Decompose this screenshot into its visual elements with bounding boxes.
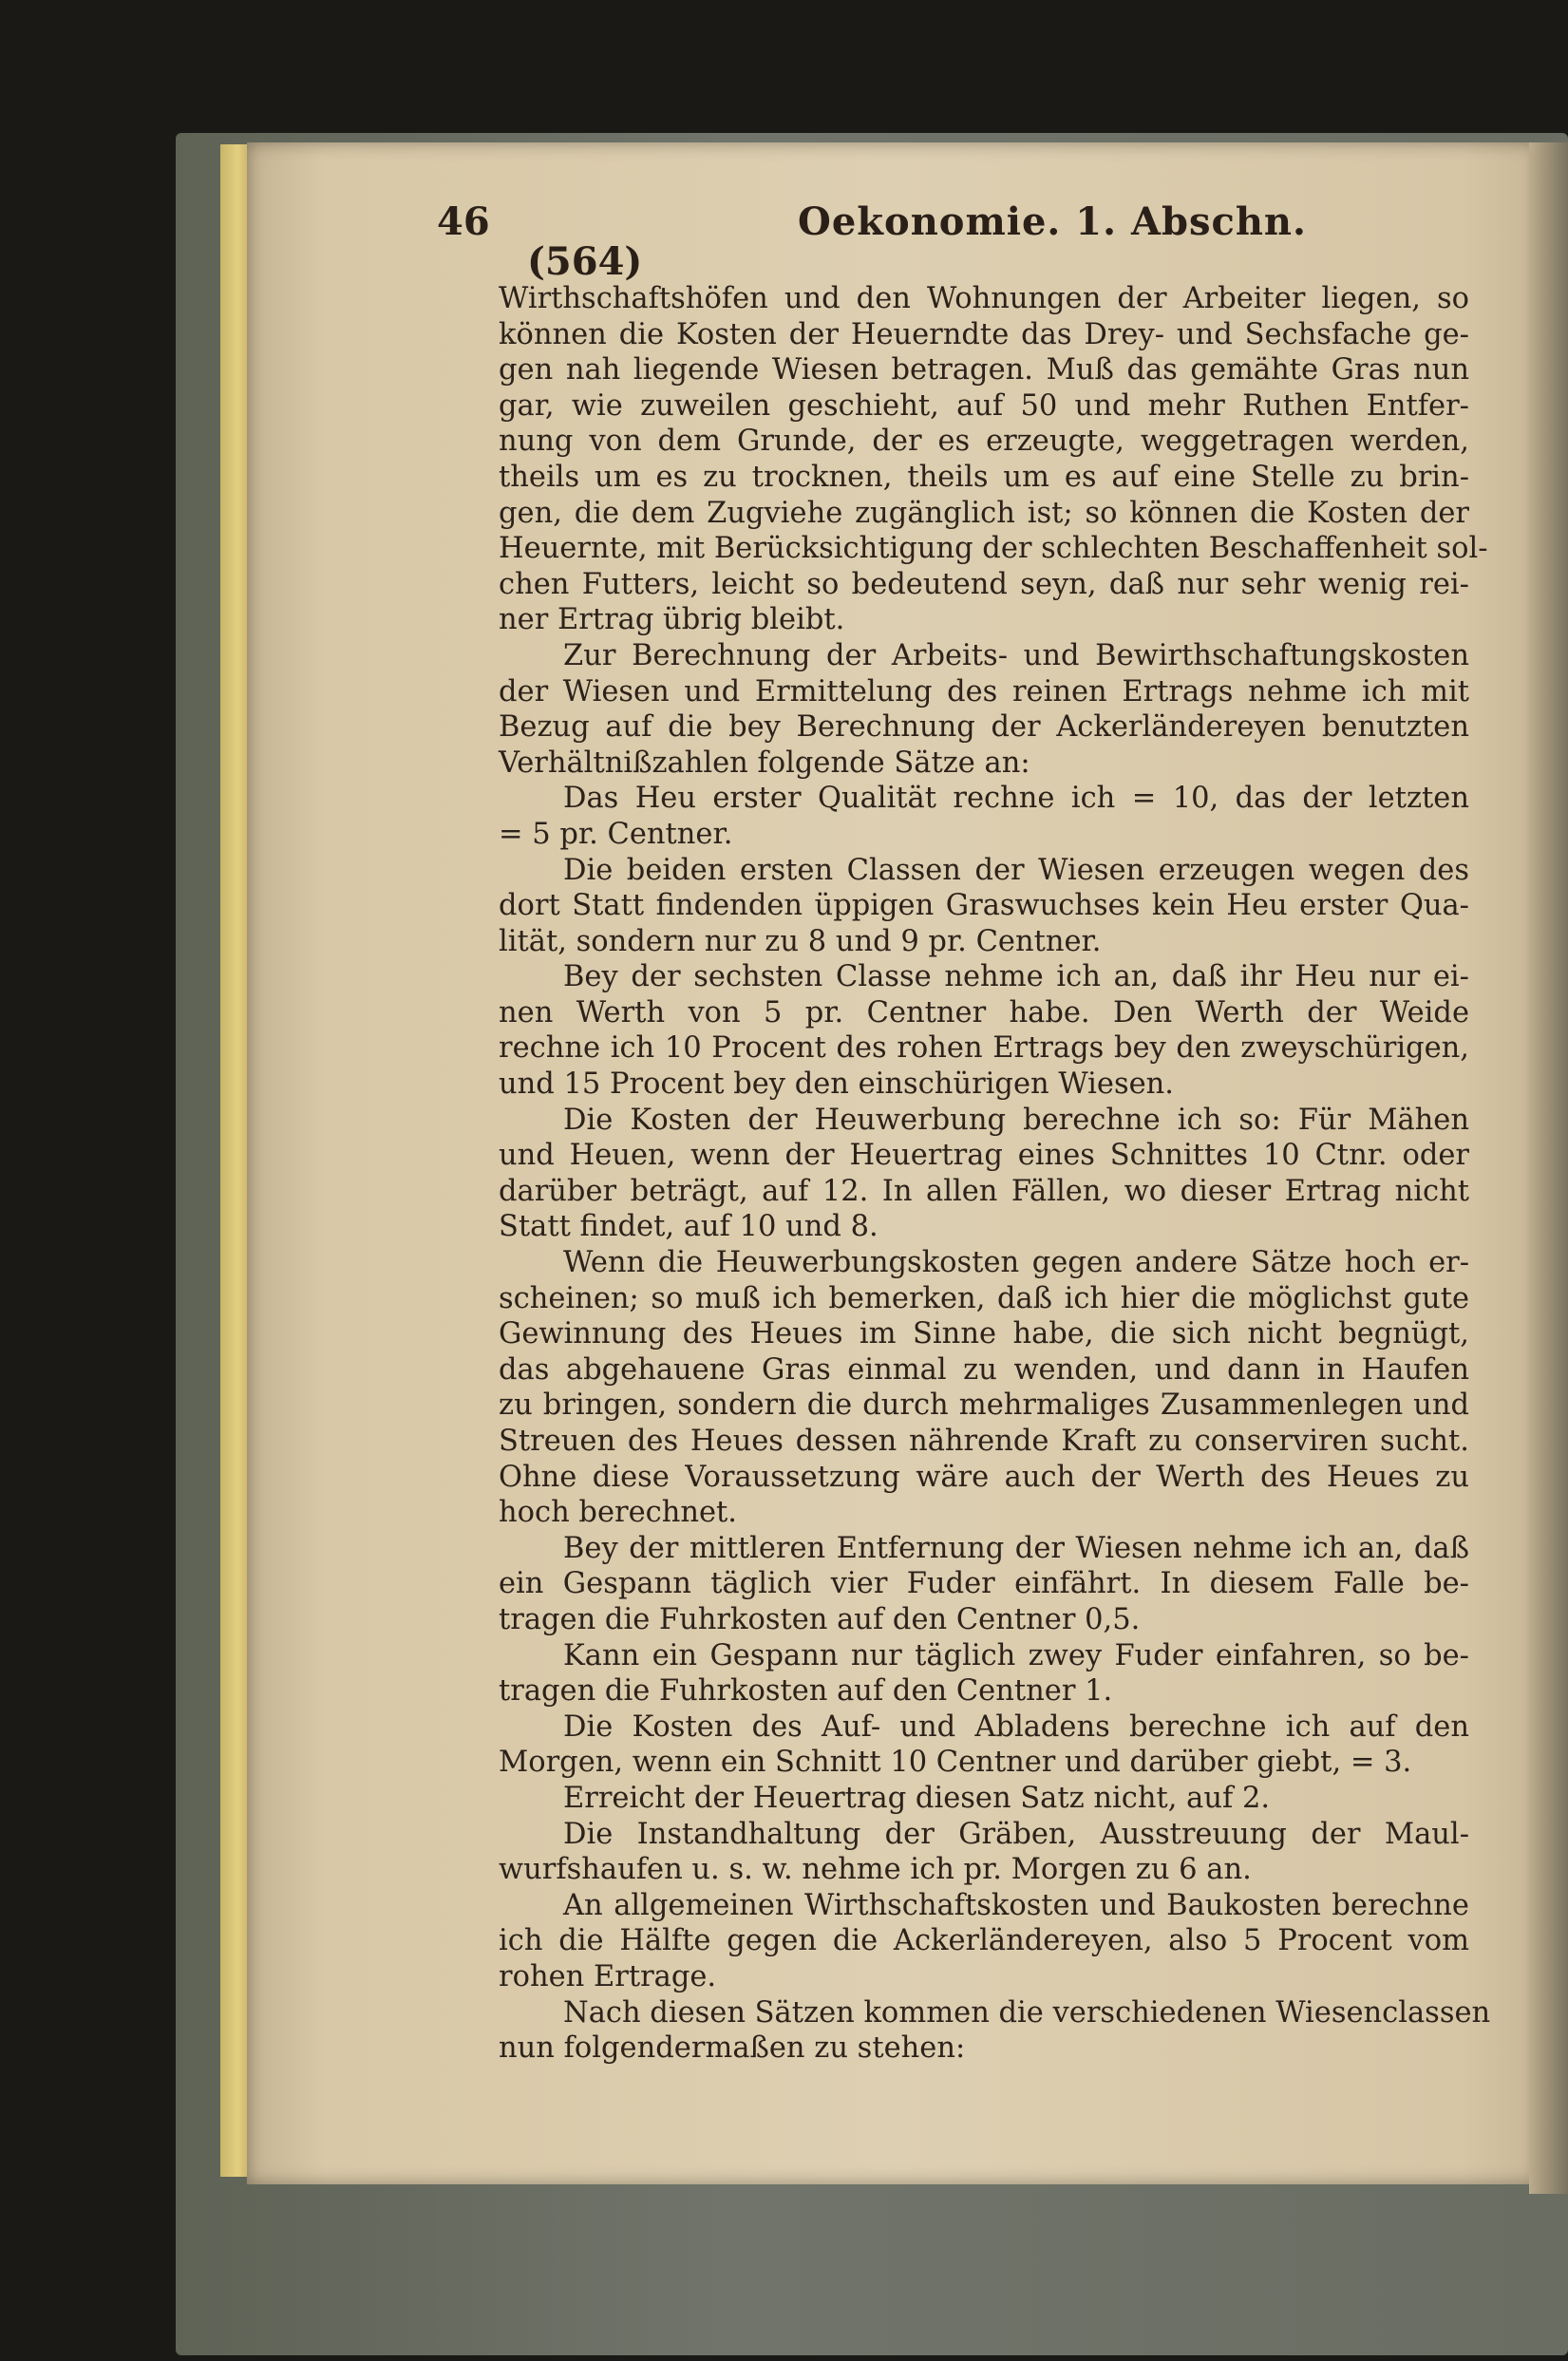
text-line: und Heuen, wenn der Heuertrag eines Schnittes 10 Ctnr. oder: [499, 1139, 1469, 1173]
text-line: Streuen des Heues dessen nährende Kraft zu conserviren sucht.: [499, 1425, 1469, 1458]
text-line: Die Instandhaltung der Gräben, Ausstreuung der Maul-: [563, 1817, 1469, 1851]
text-line: Statt findet, auf 10 und 8.: [499, 1210, 878, 1244]
text-line: Wirthschaftshöfen und den Wohnungen der Arbeiter liegen, so: [499, 282, 1469, 315]
text-line: lität, sondern nur zu 8 und 9 pr. Centner.: [499, 924, 1102, 958]
text-line: Nach diesen Sätzen kommen die verschiedenen Wiesenclassen: [563, 1995, 1491, 2030]
text-line: Wenn die Heuwerbungskosten gegen andere Sätze hoch er-: [563, 1246, 1469, 1280]
paragraph: [499, 1817, 1469, 1888]
paragraph: [499, 781, 1469, 852]
text-line: nen Werth von 5 pr. Centner habe. Den Werth der Weide: [499, 995, 1469, 1029]
paragraph: [499, 638, 1469, 781]
text-line: dort Statt findenden üppigen Graswuchses kein Heu erster Qua-: [499, 889, 1469, 923]
next-page-edge: [1529, 142, 1568, 2194]
text-line: Bey der sechsten Classe nehme ich an, daß ihr Heu nur ei-: [563, 960, 1469, 994]
text-line: zu bringen, sondern die durch mehrmaliges Zusammenlegen und: [499, 1388, 1469, 1423]
signature-mark: (564): [527, 239, 643, 284]
page-number: 46: [437, 199, 490, 244]
body-text: [499, 281, 1491, 2067]
page-gilt-edge: [220, 144, 249, 2177]
text-line: rechne ich 10 Procent des rohen Ertrags bey den zweyschürigen,: [499, 1031, 1469, 1066]
text-line: ein Gespann täglich vier Fuder einfährt. In diesem Falle be-: [499, 1567, 1469, 1601]
text-line: Morgen, wenn ein Schnitt 10 Centner und darüber giebt, = 3.: [499, 1746, 1412, 1780]
paragraph: [499, 1531, 1469, 1638]
text-line: ich die Hälfte gegen die Ackerländereyen, also 5 Procent vom: [499, 1924, 1469, 1958]
text-line: theils um es zu trocknen, theils um es auf eine Stelle zu brin-: [499, 460, 1469, 494]
text-line: tragen die Fuhrkosten auf den Centner 0,5.: [499, 1602, 1141, 1636]
paragraph: [499, 1709, 1469, 1781]
text-line: Verhältnißzahlen folgende Sätze an:: [499, 746, 1030, 780]
text-line: darüber beträgt, auf 12. In allen Fällen, wo dieser Ertrag nicht: [499, 1174, 1469, 1208]
text-line: nun folgendermaßen zu stehen:: [499, 2031, 966, 2066]
text-line: Die Kosten der Heuwerbung berechne ich so: Für Mähen: [563, 1103, 1469, 1137]
text-line: rohen Ertrage.: [499, 1959, 717, 1993]
text-line: können die Kosten der Heuerndte das Drey- und Sechsfache ge-: [499, 317, 1469, 351]
paragraph: [499, 959, 1469, 1102]
text-line: das abgehauene Gras einmal zu wenden, und dann in Haufen: [499, 1352, 1469, 1387]
paragraph: [499, 1245, 1469, 1531]
text-line: Kann ein Gespann nur täglich zwey Fuder einfahren, so be-: [563, 1638, 1469, 1672]
paragraph: [499, 1103, 1469, 1245]
text-line: Die Kosten des Auf- und Abladens berechne ich auf den: [563, 1709, 1469, 1744]
text-line: Bey der mittleren Entfernung der Wiesen nehme ich an, daß: [563, 1531, 1469, 1565]
text-line: hoch berechnet.: [499, 1496, 737, 1530]
text-line: der Wiesen und Ermittelung des reinen Ertrags nehme ich mit: [499, 674, 1469, 708]
text-line: scheinen; so muß ich bemerken, daß ich hier die möglichst gute: [499, 1281, 1469, 1315]
text-line: gen nah liegende Wiesen betragen. Muß das gemähte Gras nun: [499, 353, 1469, 387]
text-line: Das Heu erster Qualität rechne ich = 10, das der letzten: [563, 782, 1469, 816]
text-line: An allgemeinen Wirthschaftskosten und Baukosten berechne: [563, 1888, 1469, 1922]
paragraph: [499, 1888, 1469, 1995]
paragraph: [499, 1781, 1469, 1817]
text-line: Erreicht der Heuertrag diesen Satz nicht, auf 2.: [563, 1781, 1271, 1815]
paragraph: [499, 1995, 1491, 2067]
text-line: chen Futters, leicht so bedeutend seyn, daß nur sehr wenig rei-: [499, 567, 1469, 601]
paragraph: [499, 853, 1469, 960]
text-line: Heuernte, mit Berücksichtigung der schlechten Beschaffenheit sol-: [499, 532, 1488, 566]
text-line: Gewinnung des Heues im Sinne habe, die sich nicht begnügt,: [499, 1317, 1469, 1351]
text-line: gen, die dem Zugviehe zugänglich ist; so können die Kosten der: [499, 496, 1469, 530]
text-line: tragen die Fuhrkosten auf den Centner 1.: [499, 1674, 1113, 1709]
text-line: wurfshaufen u. s. w. nehme ich pr. Morgen zu 6 an.: [499, 1853, 1252, 1887]
text-line: = 5 pr. Centner.: [499, 817, 733, 851]
text-line: Bezug auf die bey Berechnung der Ackerländereyen benutzten: [499, 710, 1469, 745]
text-line: nung von dem Grunde, der es erzeugte, weggetragen werden,: [499, 425, 1469, 459]
text-line: und 15 Procent bey den einschürigen Wiesen.: [499, 1067, 1174, 1102]
paragraph: [499, 281, 1488, 638]
running-head: Oekonomie. 1. Abschn.: [798, 199, 1307, 244]
text-line: Ohne diese Voraussetzung wäre auch der Werth des Heues zu: [499, 1460, 1469, 1494]
text-line: ner Ertrag übrig bleibt.: [499, 603, 845, 637]
paragraph: [499, 1638, 1469, 1709]
text-line: Zur Berechnung der Arbeits- und Bewirthschaftungskosten: [563, 638, 1469, 672]
text-line: gar, wie zuweilen geschieht, auf 50 und mehr Ruthen Entfer-: [499, 388, 1469, 423]
text-line: Die beiden ersten Classen der Wiesen erzeugen wegen des: [563, 853, 1469, 887]
